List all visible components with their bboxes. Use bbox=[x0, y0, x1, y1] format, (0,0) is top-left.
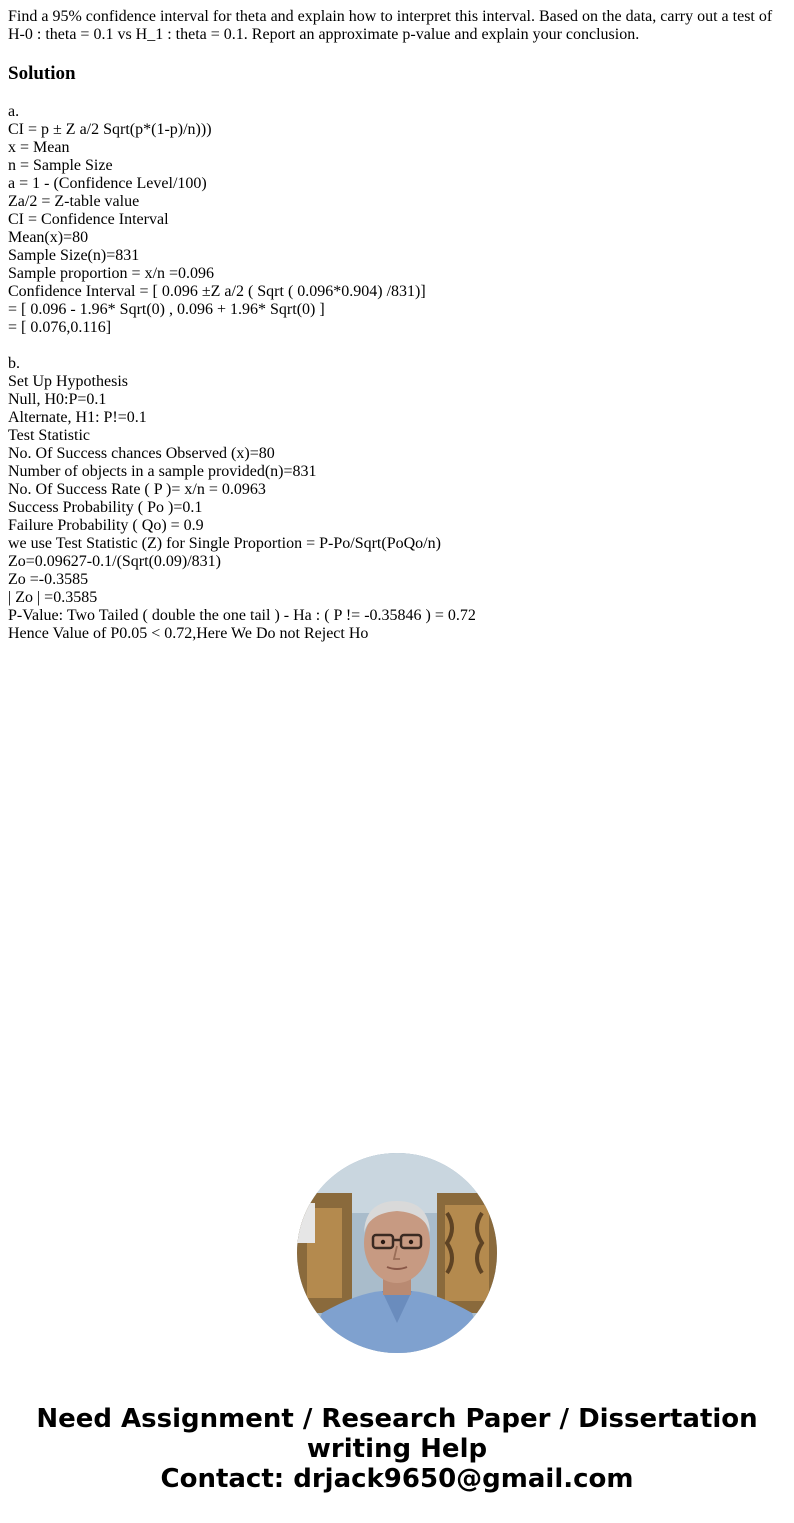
footer-line-2: writing Help bbox=[306, 1434, 488, 1464]
part-a-line: x = Mean bbox=[8, 139, 70, 156]
part-b-line: we use Test Statistic (Z) for Single Proportion = P-Po/Sqrt(PoQo/n) bbox=[8, 535, 441, 552]
part-b-line: No. Of Success Rate ( P )= x/n = 0.0963 bbox=[8, 481, 266, 498]
part-a-line: Mean(x)=80 bbox=[8, 229, 89, 246]
part-b-line: Test Statistic bbox=[8, 427, 90, 444]
part-b-line: Zo=0.09627-0.1/(Sqrt(0.09)/831) bbox=[8, 553, 221, 570]
part-a-section bbox=[8, 103, 786, 337]
footer-banner bbox=[0, 1404, 794, 1494]
part-a-line: Sample Size(n)=831 bbox=[8, 247, 140, 264]
part-b-line: Failure Probability ( Qo) = 0.9 bbox=[8, 517, 204, 534]
part-a-line: n = Sample Size bbox=[8, 157, 113, 174]
part-a-line: = [ 0.076,0.116] bbox=[8, 319, 112, 336]
part-b-line: Number of objects in a sample provided(n)=831 bbox=[8, 463, 317, 480]
part-a-line: a. bbox=[8, 103, 20, 120]
part-b-line: Zo =-0.3585 bbox=[8, 571, 89, 588]
part-b-line: | Zo | =0.3585 bbox=[8, 589, 98, 606]
question-text: Find a 95% confidence interval for theta and explain how to interpret this interval. Based on the data, carry out a test of H-0 : theta = 0.1 vs H_1 : theta = 0.1. Report an approximate p-value and explain your conclusion. bbox=[8, 8, 773, 43]
part-b-line: b. bbox=[8, 355, 20, 372]
part-b-line: Success Probability ( Po )=0.1 bbox=[8, 499, 203, 516]
avatar bbox=[297, 1153, 497, 1353]
part-b-line: Alternate, H1: P!=0.1 bbox=[8, 409, 147, 426]
document-body bbox=[8, 8, 786, 643]
part-a-line: Za/2 = Z-table value bbox=[8, 193, 140, 210]
part-b-line: Null, H0:P=0.1 bbox=[8, 391, 107, 408]
part-a-line: a = 1 - (Confidence Level/100) bbox=[8, 175, 207, 192]
part-b-line: P-Value: Two Tailed ( double the one tail ) - Ha : ( P != -0.35846 ) = 0.72 bbox=[8, 607, 476, 624]
part-b-line: Set Up Hypothesis bbox=[8, 373, 128, 390]
part-b-section bbox=[8, 355, 786, 643]
section-spacer bbox=[8, 337, 786, 355]
part-a-line: = [ 0.096 - 1.96* Sqrt(0) , 0.096 + 1.96* Sqrt(0) ] bbox=[8, 301, 325, 318]
part-a-line: Sample proportion = x/n =0.096 bbox=[8, 265, 215, 282]
person-portrait-icon bbox=[297, 1153, 497, 1353]
part-a-line: CI = Confidence Interval bbox=[8, 211, 169, 228]
part-a-line: CI = p ± Z a/2 Sqrt(p*(1-p)/n))) bbox=[8, 121, 212, 138]
part-b-line: Hence Value of P0.05 < 0.72,Here We Do not Reject Ho bbox=[8, 625, 369, 642]
footer-line-1: Need Assignment / Research Paper / Dissertation bbox=[36, 1404, 758, 1434]
part-b-line: No. Of Success chances Observed (x)=80 bbox=[8, 445, 275, 462]
footer-contact: Contact: drjack9650@gmail.com bbox=[160, 1464, 634, 1494]
part-a-line: Confidence Interval = [ 0.096 ±Z a/2 ( Sqrt ( 0.096*0.904) /831)] bbox=[8, 283, 426, 300]
solution-heading: Solution bbox=[8, 63, 76, 84]
